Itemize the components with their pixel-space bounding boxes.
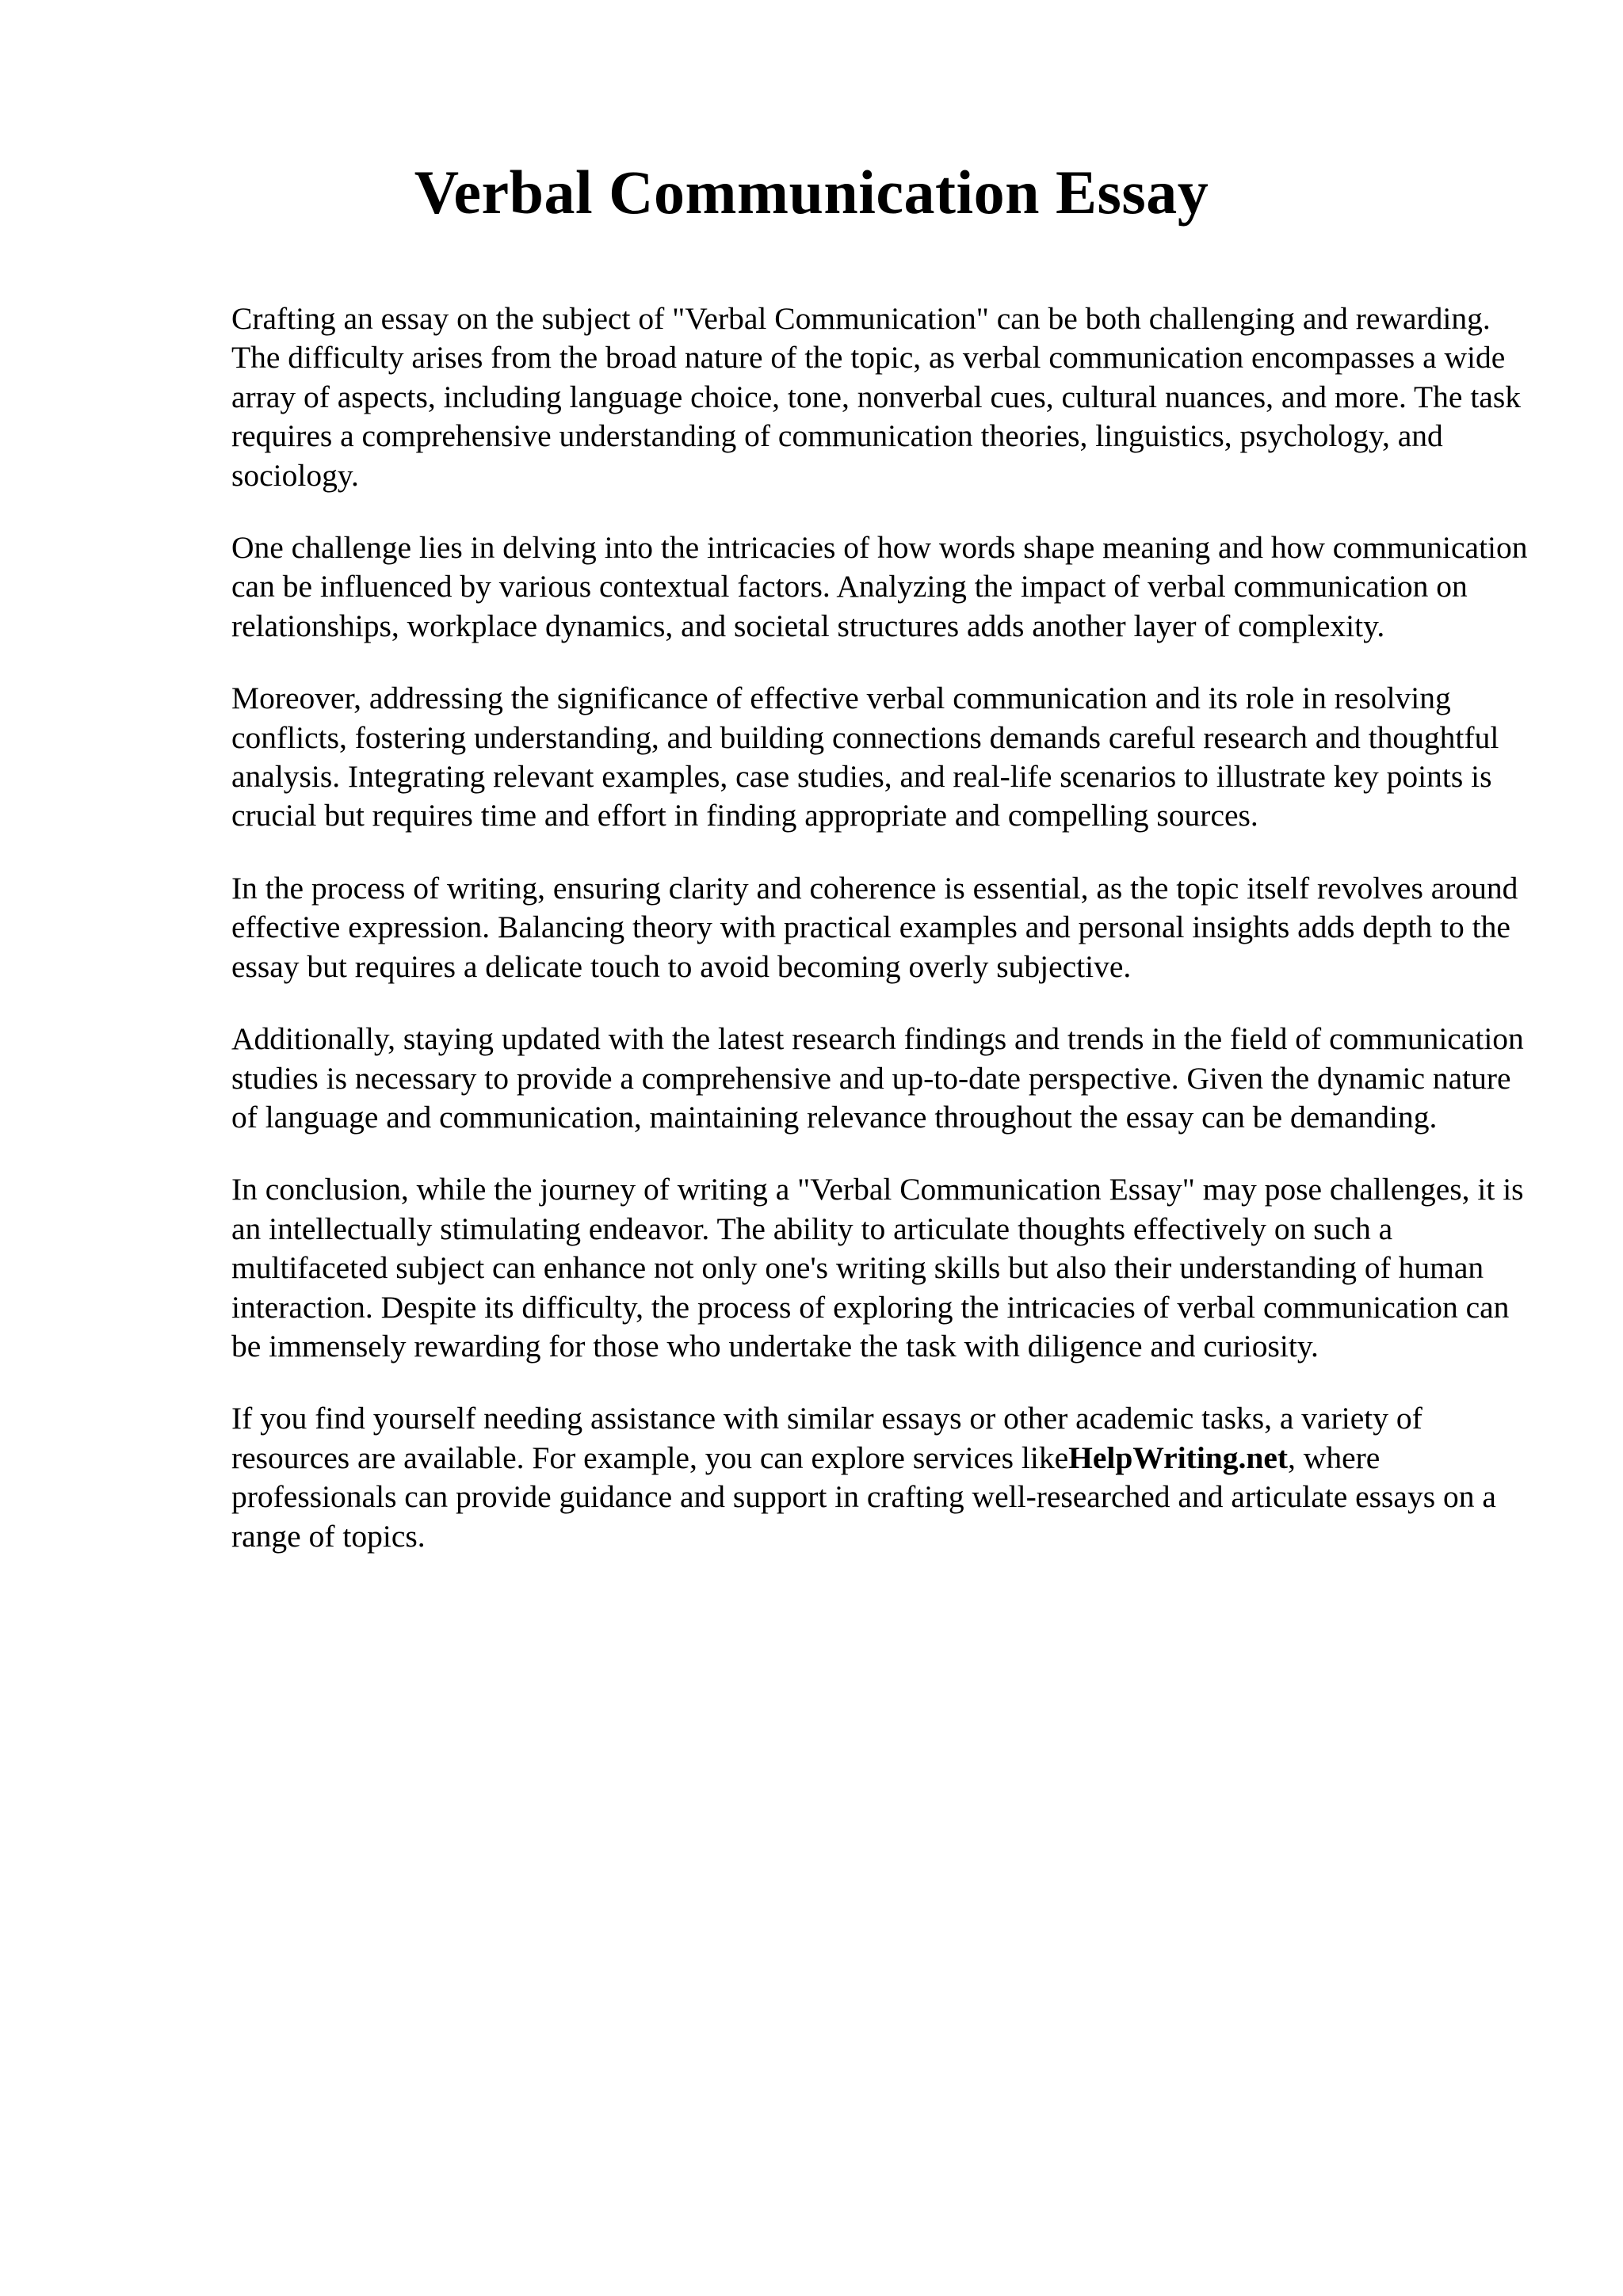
brand-name: HelpWriting.net: [1068, 1440, 1289, 1475]
paragraph: Moreover, addressing the significance of effective verbal communication and its role in resolving conflicts, fostering understanding, and building connections demands careful research and thoughtful analysis. Integrating relevant examples, case studies, and real-life scenarios to illustrate key points is crucial but requires time and effort in finding appropriate and compelling sources.: [231, 681, 1499, 833]
document-title: Verbal Communication Essay: [414, 158, 1209, 227]
closing-text-after: , where professionals can provide guidance and support in crafting well-researched and articulate essays on a range of topics.: [231, 1440, 1496, 1554]
paragraph: In conclusion, while the journey of writing a "Verbal Communication Essay" may pose challenges, it is an intellectually stimulating endeavor. The ability to articulate thoughts effectively on such a multifaceted subject can enhance not only one's writing skills but also their understanding of human interaction. Despite its difficulty, the process of exploring the intricacies of verbal communication can be immensely rewarding for those who undertake the task with diligence and curiosity.: [231, 1172, 1524, 1363]
closing-paragraph: [231, 1399, 1531, 1556]
paragraph: One challenge lies in delving into the intricacies of how words shape meaning and how communication can be influenced by various contextual factors. Analyzing the impact of verbal communication on relationships, workplace dynamics, and societal structures adds another layer of complexity.: [231, 530, 1528, 643]
paragraph: Additionally, staying updated with the latest research findings and trends in the field of communication studies is necessary to provide a comprehensive and up-to-date perspective. Given the dynamic nature of language and communication, maintaining relevance throughout the essay can be demanding.: [231, 1021, 1524, 1135]
paragraph: In the process of writing, ensuring clarity and coherence is essential, as the topic itself revolves around effective expression. Balancing theory with practical examples and personal insights adds depth to the essay but requires a delicate touch to avoid becoming overly subjective.: [231, 870, 1518, 984]
paragraph: Crafting an essay on the subject of "Verbal Communication" can be both challenging and rewarding. The difficulty arises from the broad nature of the topic, as verbal communication encompasses a wide array of aspects, including language choice, tone, nonverbal cues, cultural nuances, and more. The task requires a comprehensive understanding of communication theories, linguistics, psychology, and sociology.: [231, 301, 1521, 493]
document-body: [231, 299, 1531, 1589]
closing-text-before: If you find yourself needing assistance with similar essays or other academic tasks, a variety of resources are available. For example, you can explore services like: [231, 1401, 1423, 1475]
